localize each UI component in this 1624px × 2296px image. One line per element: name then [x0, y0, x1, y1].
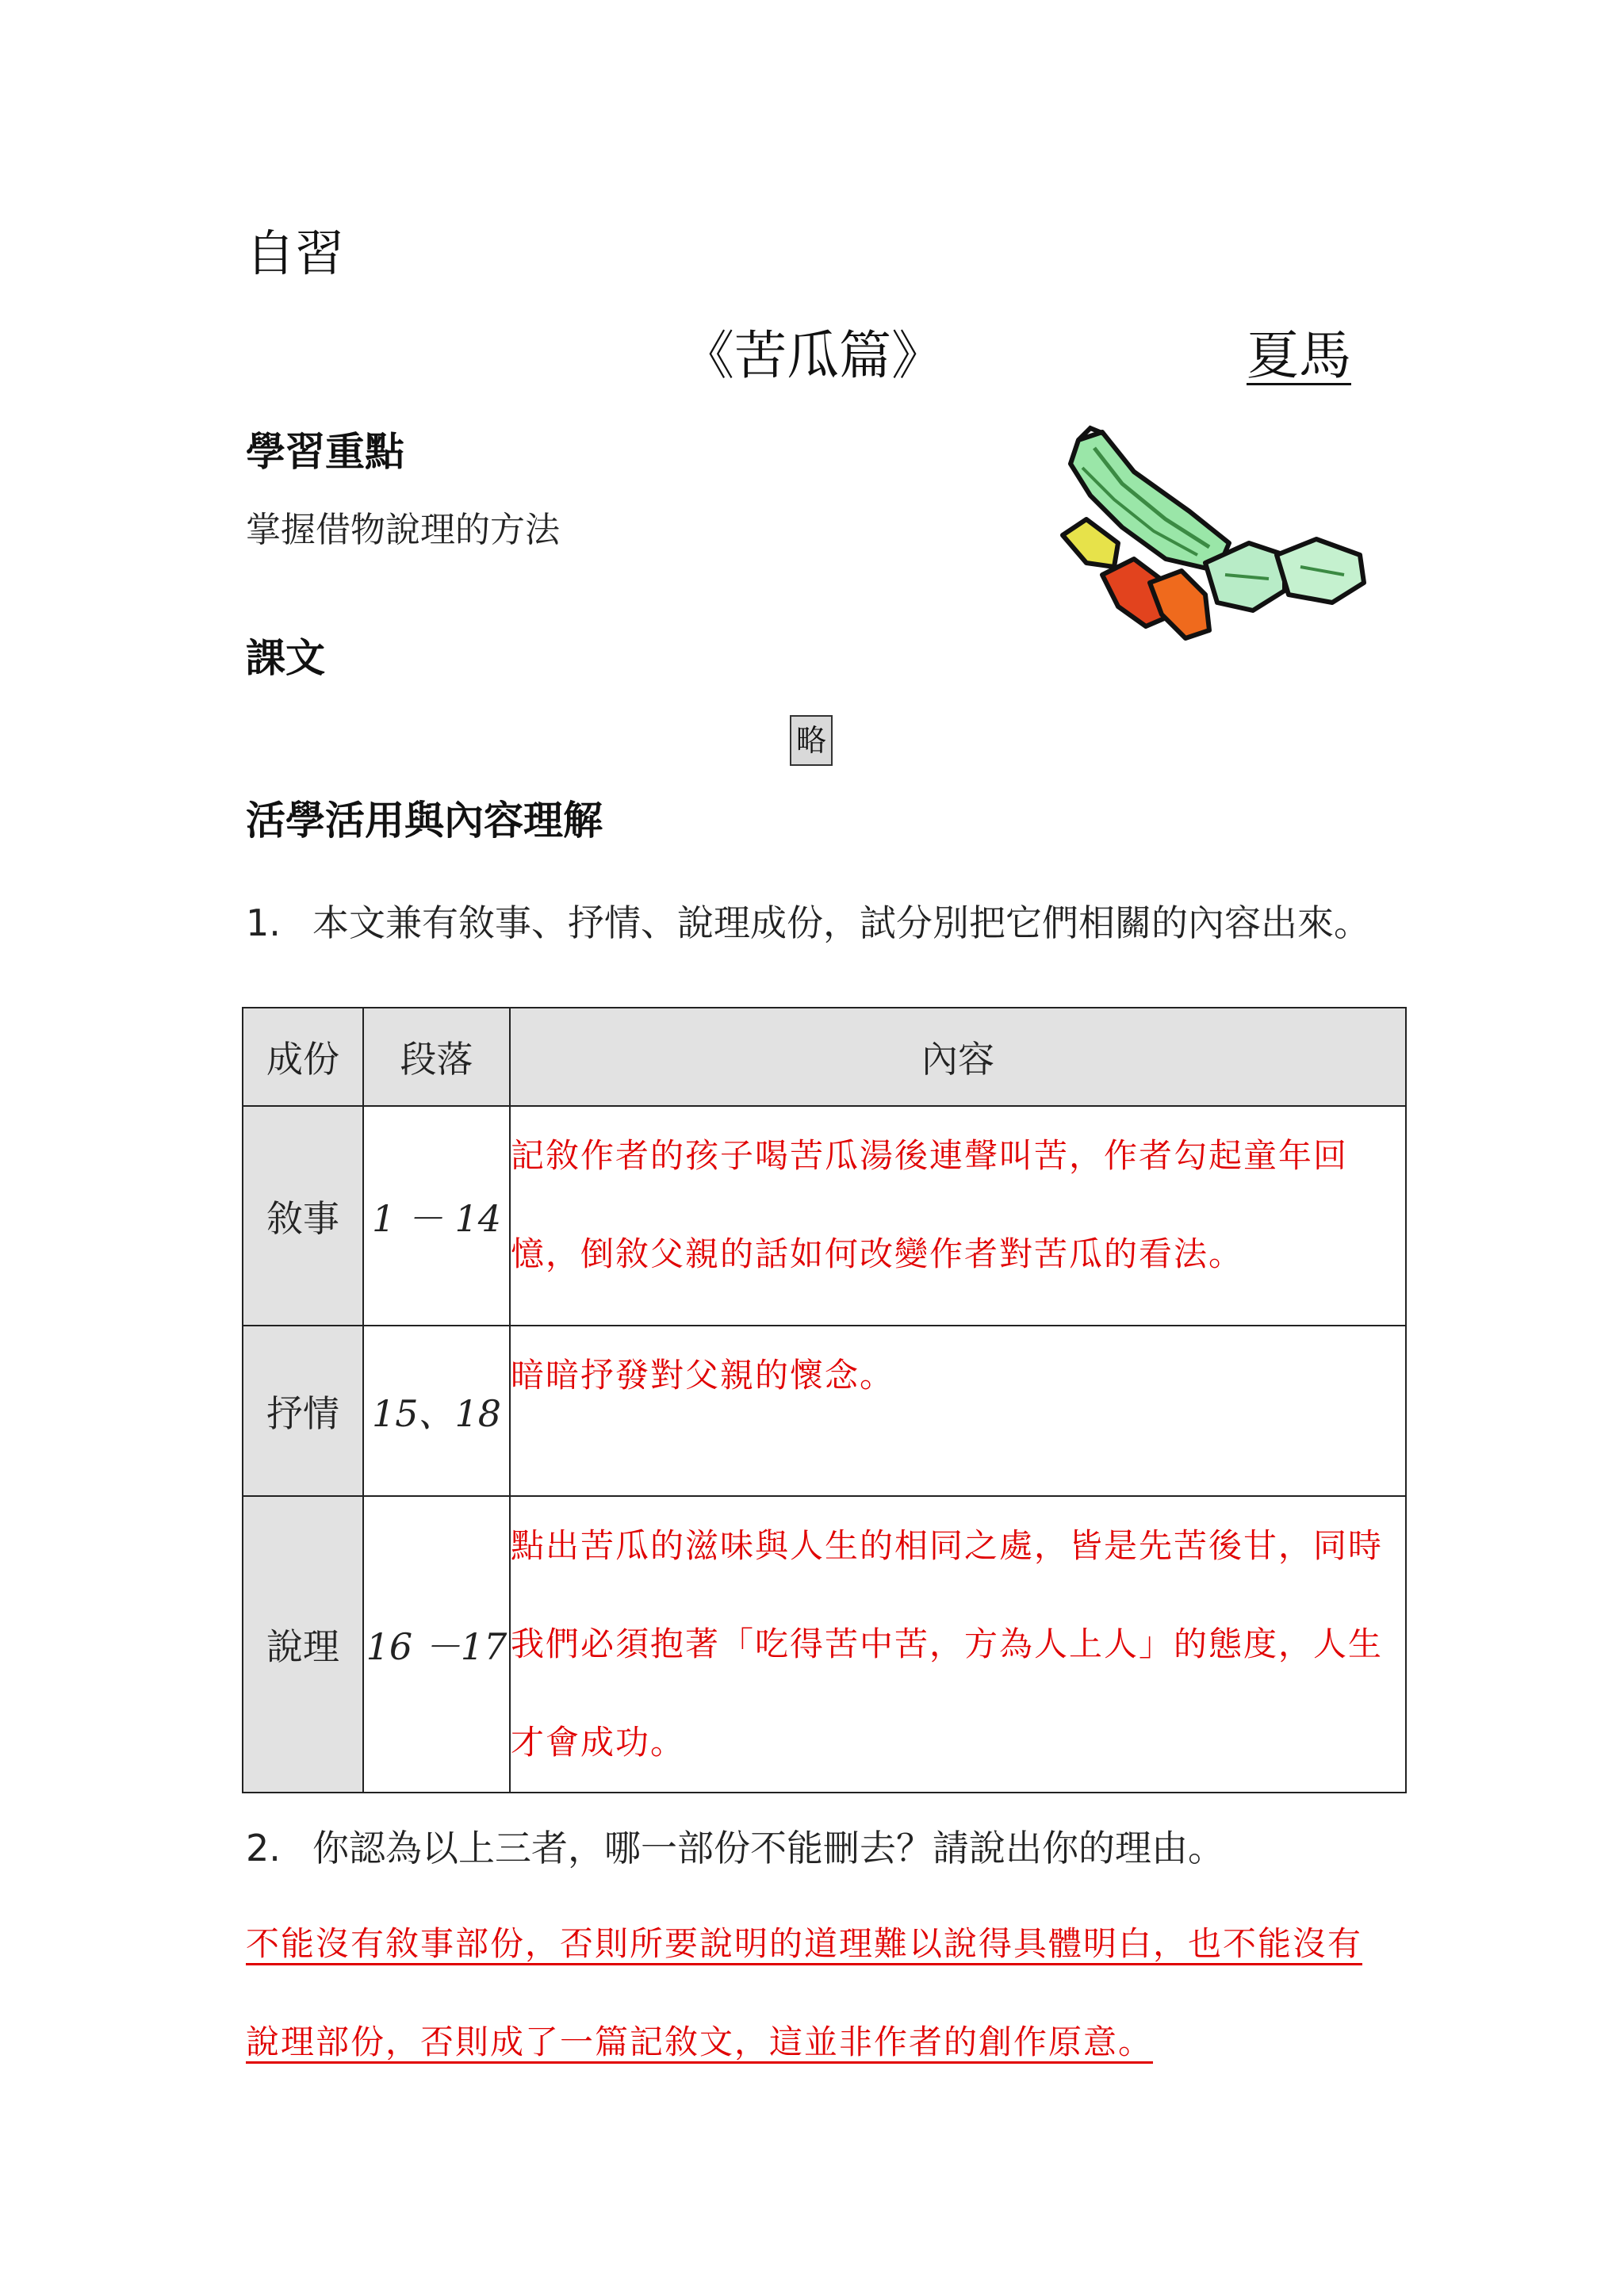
- content-cell: 暗暗抒發對父親的懷念。: [510, 1326, 1406, 1496]
- question-text: 本文兼有敘事、抒情、說理成份，試分別把它們相關的內容出來。: [312, 901, 1370, 944]
- table-row: [243, 1496, 1406, 1793]
- bitter-melon-icon: [1047, 424, 1380, 662]
- column-header: 段落: [363, 1008, 510, 1106]
- text-heading: 課文: [246, 635, 325, 681]
- section-label: 自習: [246, 224, 345, 282]
- table-header-row: [243, 1008, 1406, 1106]
- column-header: 成份: [243, 1008, 363, 1106]
- answer-2: [246, 1895, 1380, 2091]
- answer-text: 不能沒有敘事部份，否則所要說明的道理難以說得具體明白，也不能沒有說理部份，否則成了一篇記敘文，這並非作者的創作原意。: [246, 1924, 1363, 2061]
- paragraph-cell: 15、18: [363, 1326, 510, 1496]
- component-cell: 說理: [243, 1496, 363, 1793]
- focus-heading: 學習重點: [246, 429, 404, 475]
- content-cell: 點出苦瓜的滋味與人生的相同之處，皆是先苦後甘，同時我們必須抱著「吃得苦中苦，方為人上人」的態度，人生才會成功。: [510, 1496, 1406, 1793]
- question-number: 2.: [246, 1827, 281, 1869]
- question-1: [246, 894, 1370, 947]
- question-number: 1.: [246, 901, 281, 944]
- component-cell: 敘事: [243, 1106, 363, 1326]
- table-row: [243, 1106, 1406, 1326]
- lesson-title: 《苦瓜篇》: [682, 325, 944, 386]
- question-text: 你認為以上三者，哪一部份不能刪去？請說出你的理由。: [312, 1827, 1224, 1869]
- column-header: 內容: [510, 1008, 1406, 1106]
- paragraph-cell: 16 －17: [363, 1496, 510, 1793]
- focus-text: 掌握借物說理的方法: [246, 510, 560, 550]
- component-cell: 抒情: [243, 1326, 363, 1496]
- omitted-marker: 略: [790, 715, 833, 766]
- table-row: [243, 1326, 1406, 1496]
- paragraph-cell: 1 － 14: [363, 1106, 510, 1326]
- content-cell: 記敘作者的孩子喝苦瓜湯後連聲叫苦，作者勾起童年回憶，倒敘父親的話如何改變作者對苦瓜的看法。: [510, 1106, 1406, 1326]
- question-2: [246, 1820, 1224, 1872]
- exercise-heading: 活學活用與內容理解: [246, 798, 603, 844]
- content-table: [242, 1007, 1407, 1793]
- author-name: 夏馬: [1247, 325, 1351, 386]
